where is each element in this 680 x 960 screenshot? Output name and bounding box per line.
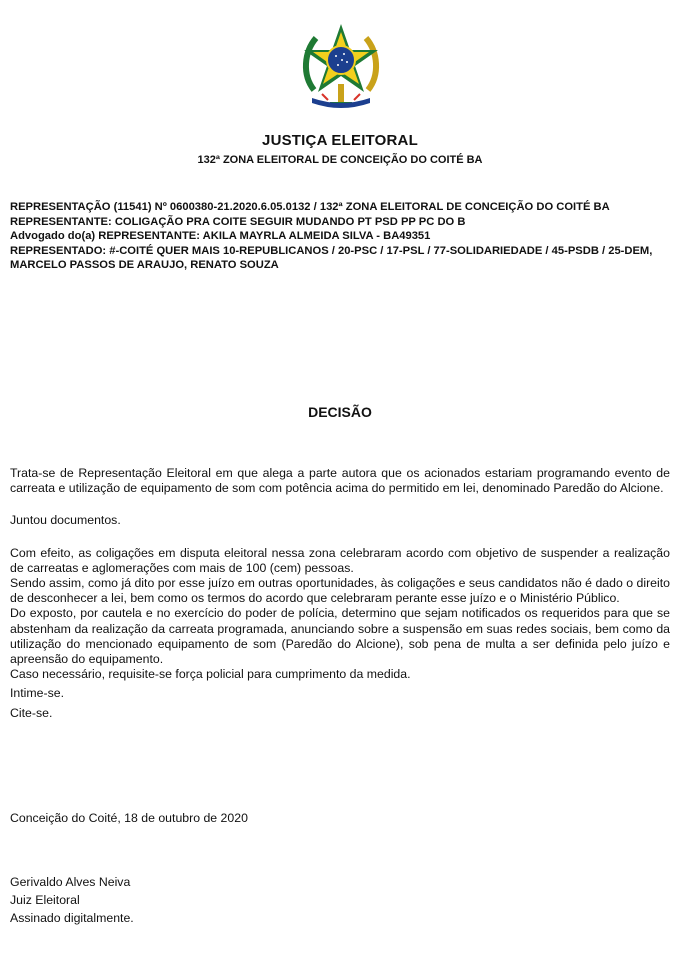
decision-heading: DECISÃO <box>308 404 372 420</box>
document-title: JUSTIÇA ELEITORAL <box>262 132 418 149</box>
paragraph-5: Do exposto, por cautela e no exercício do poder de polícia, determino que sejam notificados os requeridos para que se abstenham da realização da carreata programada, anunciando sobre a suspensão em suas redes sociais, bem como da utilização do mencionado equipamento de som (Paredão do Alcione), sob pena de multa a ser definida pelo juízo e apreensão do equipamento. <box>10 606 670 667</box>
paragraph-1: Trata-se de Representação Eleitoral em que alega a parte autora que os acionados estariam programando evento de carreata e utilização de equipamento de som com potência acima do permitido em lei, denominado Paredão do Alcione. <box>10 466 670 496</box>
signature-note: Assinado digitalmente. <box>10 911 134 925</box>
case-representacao: REPRESENTAÇÃO (11541) Nº 0600380-21.2020.6.05.0132 / 132ª ZONA ELEITORAL DE CONCEIÇÃO DO COITÉ BA <box>10 201 610 213</box>
paragraph-3: Com efeito, as coligações em disputa eleitoral nessa zona celebraram acordo com objetivo de suspender a realização de carreatas e aglomerações com mais de 100 (cem) pessoas. <box>10 545 670 575</box>
signature-block <box>10 873 134 927</box>
case-advogado: Advogado do(a) REPRESENTANTE: AKILA MAYRLA ALMEIDA SILVA - BA49351 <box>10 230 431 242</box>
paragraph-8: Cite-se. <box>10 705 53 720</box>
paragraph-6: Caso necessário, requisite-se força policial para cumprimento da medida. <box>10 667 411 682</box>
case-header <box>10 200 670 273</box>
signer-role: Juiz Eleitoral <box>10 893 80 907</box>
paragraph-4: Sendo assim, como já dito por esse juízo em outras oportunidades, às coligações e seus candidatos não é dado o direito de desconhecer a lei, bem como os termos do acordo que celebraram perante esse juízo e o Ministério Público. <box>10 576 670 606</box>
brazil-coat-of-arms-icon <box>300 20 382 112</box>
paragraph-2: Juntou documentos. <box>10 513 121 528</box>
case-representado: REPRESENTADO: #-COITÉ QUER MAIS 10-REPUBLICANOS / 20-PSC / 17-PSL / 77-SOLIDARIEDADE / 45-PSDB / 25-DEM, MARCELO PASSOS DE ARAUJO, RENATO SOUZA <box>10 244 653 271</box>
document-subtitle: 132ª ZONA ELEITORAL DE CONCEIÇÃO DO COITÉ BA <box>197 154 483 166</box>
paragraph-7: Intime-se. <box>10 686 64 701</box>
decision-body <box>10 466 670 721</box>
place-date: Conceição do Coité, 18 de outubro de 2020 <box>10 811 248 825</box>
signer-name: Gerivaldo Alves Neiva <box>10 875 131 889</box>
case-representante: REPRESENTANTE: COLIGAÇÃO PRA COITE SEGUIR MUDANDO PT PSD PP PC DO B <box>10 215 466 228</box>
